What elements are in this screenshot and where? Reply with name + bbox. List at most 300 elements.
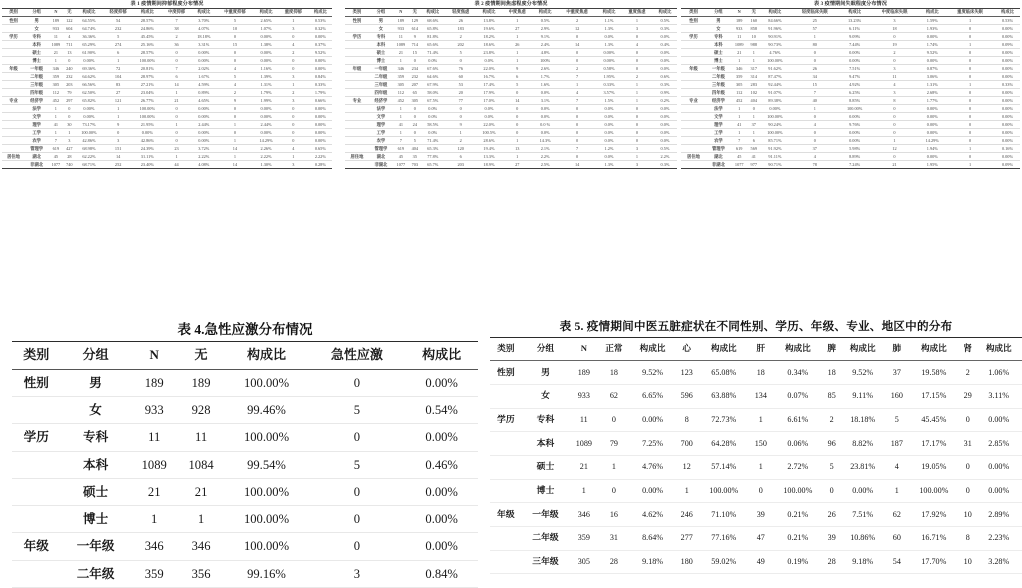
cell-value: 0 [945, 121, 995, 129]
th: 重度焦虑 [621, 9, 653, 17]
cell-value: 79 [598, 432, 629, 456]
cell-value: 2.72% [772, 455, 824, 479]
cell-group: 文学 [369, 113, 393, 121]
cell-value: 988 [748, 41, 760, 49]
cell-value: 427 [64, 145, 76, 153]
cell-value: 4 [870, 81, 920, 89]
cell-group: 非湖北 [25, 161, 48, 169]
cell-value: 5 [886, 408, 908, 432]
cell-value: 13.8% [477, 17, 502, 25]
cell-group: 湖北 [706, 153, 731, 161]
cell-value: 0.00% [309, 121, 332, 129]
table-row [681, 17, 1020, 25]
cell-value: 19.58% [908, 361, 960, 385]
cell-value: 1 [501, 49, 533, 57]
cell-value: 0.00% [254, 113, 278, 121]
th-kidney: 肾 [960, 338, 976, 361]
cell-group: 经济学 [25, 97, 48, 105]
cell-value: 100.00% [225, 506, 309, 533]
table-row [681, 153, 1020, 161]
cell-value: 0 [557, 129, 597, 137]
cell-value: 1 [393, 113, 409, 121]
cell-value: 0.00% [975, 408, 1022, 432]
cell-value: 0 [824, 479, 840, 503]
cell-value: 0.0% [597, 129, 621, 137]
cell-value: 0 [945, 33, 995, 41]
cell-value: 7 [161, 65, 192, 73]
cell-group: 三年级 [25, 81, 48, 89]
cell-value: 0 [216, 129, 255, 137]
cell-value: 23.81% [839, 455, 885, 479]
cell-value: 39 [824, 526, 840, 550]
cell-value: 14 [103, 153, 134, 161]
cell-value: 1 [64, 129, 76, 137]
cell-category [681, 161, 706, 169]
cell-value: 0.0% [477, 105, 502, 113]
table-row [2, 73, 332, 81]
cell-value: 240 [64, 65, 76, 73]
cell-value: 83 [103, 81, 134, 89]
cell-group: 硕士 [25, 49, 48, 57]
cell-value: 7 [393, 137, 409, 145]
cell-group: 一年级 [706, 65, 731, 73]
cell-value: 1.1% [597, 17, 621, 25]
cell-value: 189 [393, 17, 409, 25]
cell-group: 二年级 [706, 73, 731, 81]
cell-value: 0.07% [772, 385, 824, 409]
cell-value: 452 [48, 97, 63, 105]
cell-value: 21 [393, 49, 409, 57]
cell-value: 1 [569, 479, 598, 503]
cell-value: 81.8% [421, 33, 445, 41]
cell-value: 1 [161, 153, 192, 161]
cell-value: 7 [557, 97, 597, 105]
cell-value: 0 [445, 113, 477, 121]
cell-value: 9.18% [839, 550, 885, 574]
cell-value: 64.74% [75, 25, 103, 33]
cell-value: 24.39% [134, 145, 162, 153]
cell-value: 0.0% [533, 113, 557, 121]
table-1-body [2, 17, 332, 169]
th: 类别 [681, 9, 706, 17]
cell-value: 0 [278, 105, 309, 113]
cell-value: 0 [161, 105, 192, 113]
cell-value: 0 [945, 49, 995, 57]
table-row [2, 81, 332, 89]
cell-category [345, 81, 369, 89]
cell-group: 男 [25, 17, 48, 25]
cell-category [2, 113, 25, 121]
cell-value: 189 [731, 17, 748, 25]
table-2-head [345, 9, 677, 17]
cell-category [12, 397, 60, 424]
cell-value: 21 [178, 478, 225, 505]
cell-value: 0.5% [653, 17, 677, 25]
cell-category [681, 57, 706, 65]
cell-value: 100.00% [698, 479, 750, 503]
table-row [2, 129, 332, 137]
cell-value: 0 [945, 97, 995, 105]
cell-value: 9.1% [533, 33, 557, 41]
th: 无 [748, 9, 760, 17]
cell-value: 21 [870, 161, 920, 169]
cell-value: 1 [393, 105, 409, 113]
cell-value: 0.0% [653, 105, 677, 113]
cell-group: 管理学 [25, 145, 48, 153]
cell-value: 1 [48, 113, 63, 121]
cell-value: 6.65% [629, 385, 675, 409]
table-row [2, 161, 332, 169]
cell-value: 0 [870, 33, 920, 41]
table-row [2, 33, 332, 41]
cell-value: 0.00% [254, 105, 278, 113]
cell-value: 2.44% [254, 121, 278, 129]
cell-value: 0.00% [192, 137, 216, 145]
cell-value: 100.00% [760, 113, 790, 121]
cell-value: 1 [790, 33, 840, 41]
cell-value: 53 [445, 81, 477, 89]
cell-category [345, 49, 369, 57]
cell-value: 0.0 % [533, 121, 557, 129]
cell-value: 9.47% [840, 73, 870, 81]
cell-value: 7 [731, 137, 748, 145]
cell-value: 0.66% [309, 97, 332, 105]
cell-value: 305 [393, 81, 409, 89]
cell-value: 16.7% [477, 73, 502, 81]
cell-value: 41 [393, 121, 409, 129]
cell-value: 0 [621, 65, 653, 73]
cell-value: 0.19% [772, 550, 824, 574]
cell-value: 42.86% [75, 137, 103, 145]
cell-value: 0 [501, 105, 533, 113]
th-spleen: 脾 [824, 338, 840, 361]
cell-value: 2 [161, 33, 192, 41]
cell-value: 1077 [731, 161, 748, 169]
cell-value: 0 [161, 137, 192, 145]
table-row [345, 33, 677, 41]
cell-group: 一年级 [369, 65, 393, 73]
cell-value: 0.3% [653, 25, 677, 33]
cell-value: 76 [445, 65, 477, 73]
cell-value: 0.00% [995, 121, 1020, 129]
cell-value: 2.26% [254, 145, 278, 153]
cell-value: 9 [445, 121, 477, 129]
th: 构成比 [192, 9, 216, 17]
cell-value: 0 [790, 137, 840, 145]
cell-value: 5 [216, 73, 255, 81]
table-row [345, 73, 677, 81]
th-pct-acute: 构成比 [405, 342, 478, 370]
table-2-title: 表 2 疫情期间焦虑程度分布情况 [474, 1, 548, 7]
cell-group: 湖北 [369, 153, 393, 161]
table-row [681, 65, 1020, 73]
cell-value: 90.24% [760, 121, 790, 129]
cell-value: 17.17% [908, 432, 960, 456]
table-2 [345, 0, 677, 169]
cell-value: 9 [103, 121, 134, 129]
cell-value: 0 [409, 105, 421, 113]
cell-value: 0.00% [995, 89, 1020, 97]
cell-value: 61.90% [75, 49, 103, 57]
table-2-header-row [345, 9, 677, 17]
cell-value: 8.64% [629, 526, 675, 550]
cell-group: 硕士 [369, 49, 393, 57]
table-5-header-row [490, 338, 1022, 361]
cell-value: 0.0% [597, 137, 621, 145]
cell-value: 4 [278, 145, 309, 153]
cell-value: 104 [103, 73, 134, 81]
cell-group: 四年级 [25, 89, 48, 97]
cell-value: 14 [216, 161, 255, 169]
th-pct-normal: 构成比 [629, 338, 675, 361]
cell-value: 1 [278, 81, 309, 89]
cell-category [345, 137, 369, 145]
cell-value: 928 [178, 397, 225, 424]
cell-value: 1 [748, 49, 760, 57]
cell-value: 596 [676, 385, 698, 409]
cell-value: 123 [676, 361, 698, 385]
table-row [2, 97, 332, 105]
cell-value: 21 [731, 49, 748, 57]
cell-group: 女 [522, 385, 570, 409]
cell-value: 0.00% [405, 424, 478, 451]
cell-value: 4.76% [760, 49, 790, 57]
cell-value: 2 [557, 65, 597, 73]
cell-value: 305 [409, 97, 421, 105]
th: 构成比 [309, 9, 332, 17]
cell-value: 91.62% [760, 65, 790, 73]
cell-value: 65.82% [75, 97, 103, 105]
cell-value: 314 [748, 73, 760, 81]
cell-value: 0.00% [919, 129, 945, 137]
cell-value: 933 [569, 385, 598, 409]
cell-group: 非湖北 [369, 161, 393, 169]
cell-value: 1 [103, 57, 134, 65]
cell-value: 0 [409, 57, 421, 65]
table-row [681, 49, 1020, 57]
cell-group: 博士 [706, 57, 731, 65]
cell-value: 1 [103, 113, 134, 121]
cell-value: 0 [278, 113, 309, 121]
cell-value: 2.4% [533, 41, 557, 49]
cell-value: 1089 [569, 432, 598, 456]
cell-value: 45 [393, 153, 409, 161]
cell-value: 203 [64, 81, 76, 89]
cell-value: 100.00% [772, 479, 824, 503]
th-category: 类别 [12, 342, 60, 370]
table-5-title: 表 5. 疫情期间中医五脏症状在不同性别、学历、年级、专业、地区中的分布 [559, 320, 953, 333]
cell-value: 19 [870, 41, 920, 49]
cell-value: 0 [748, 105, 760, 113]
cell-value: 3 [870, 89, 920, 97]
cell-value: 1 [750, 455, 772, 479]
cell-category: 居住地 [2, 153, 25, 161]
cell-value: 5 [409, 137, 421, 145]
cell-value: 1.93% [919, 25, 945, 33]
cell-value: 91.11% [760, 153, 790, 161]
cell-value: 1 [501, 33, 533, 41]
cell-value: 0.53% [309, 17, 332, 25]
table-row [490, 503, 1022, 527]
cell-value: 71.10% [698, 503, 750, 527]
cell-value: 1 [501, 17, 533, 25]
th: 中度焦虑 [501, 9, 533, 17]
table-row [2, 17, 332, 25]
cell-value: 85 [824, 385, 840, 409]
table-row [490, 455, 1022, 479]
cell-category [681, 73, 706, 81]
cell-value: 28.6% [477, 137, 502, 145]
cell-value: 65 [409, 89, 421, 97]
cell-value: 100.00% [840, 105, 870, 113]
cell-value: 0.4% [653, 41, 677, 49]
cell-value: 17.15% [908, 385, 960, 409]
table-row [490, 432, 1022, 456]
cell-value: 0 [870, 153, 920, 161]
cell-value: 274 [103, 41, 134, 49]
cell-value: 1089 [393, 41, 409, 49]
cell-group: 农学 [25, 137, 48, 145]
cell-value: 0.0% [653, 121, 677, 129]
th: 构成比 [134, 9, 162, 17]
cell-value: 0.00% [254, 49, 278, 57]
table-row [12, 533, 478, 560]
cell-value: 1.5% [597, 97, 621, 105]
cell-value: 31 [598, 526, 629, 550]
cell-value: 1 [731, 113, 748, 121]
cell-value: 0.00% [405, 533, 478, 560]
cell-value: 60 [445, 73, 477, 81]
table-row [2, 137, 332, 145]
cell-category: 学历 [345, 33, 369, 41]
cell-value: 0 [278, 65, 309, 73]
cell-value: 346 [731, 65, 748, 73]
cell-value: 0 [621, 105, 653, 113]
table-row [345, 105, 677, 113]
table-1-title: 表 1 疫情期间抑郁程度分布情况 [130, 1, 204, 7]
cell-value: 0.3% [653, 81, 677, 89]
cell-value: 24.86% [134, 25, 162, 33]
cell-value: 0.0% [653, 113, 677, 121]
cell-value: 1 [278, 17, 309, 25]
cell-group: 女 [25, 25, 48, 33]
cell-value: 0.53% [995, 17, 1020, 25]
cell-value: 9 [216, 97, 255, 105]
cell-category: 居住地 [345, 153, 369, 161]
cell-value: 0 [216, 33, 255, 41]
table-4-head [12, 342, 478, 370]
cell-value: 1.74% [919, 41, 945, 49]
th-lung: 肺 [886, 338, 908, 361]
cell-value: 0 [557, 113, 597, 121]
cell-value: 100% [533, 57, 557, 65]
cell-value: 45 [48, 153, 63, 161]
th: 重度临床失眠 [945, 9, 995, 17]
cell-category [681, 89, 706, 97]
cell-value: 11 [569, 408, 598, 432]
cell-value: 9.09% [840, 33, 870, 41]
cell-category [2, 41, 25, 49]
cell-value: 39 [750, 503, 772, 527]
cell-group: 三年级 [706, 81, 731, 89]
cell-value: 68.98% [75, 145, 103, 153]
cell-value: 1 [945, 145, 995, 153]
cell-value: 0 [790, 49, 840, 57]
table-row [681, 89, 1020, 97]
cell-value: 0 [945, 57, 995, 65]
cell-value: 0 [161, 49, 192, 57]
cell-value: 41 [731, 121, 748, 129]
cell-value: 1 [216, 137, 255, 145]
cell-value: 0 [790, 113, 840, 121]
cell-value: 305 [731, 81, 748, 89]
cell-value: 0 [945, 137, 995, 145]
cell-value: 232 [103, 25, 134, 33]
cell-value: 100.00% [225, 424, 309, 451]
cell-value: 9.52% [629, 361, 675, 385]
cell-value: 90.73% [760, 41, 790, 49]
cell-value: 1 [945, 41, 995, 49]
cell-category [12, 478, 60, 505]
cell-value: 5 [309, 451, 406, 478]
cell-value: 4 [216, 81, 255, 89]
cell-value: 14 [557, 41, 597, 49]
cell-value: 54 [886, 550, 908, 574]
cell-value: 1 [501, 57, 533, 65]
table-1-container [2, 0, 332, 169]
cell-value: 42.86% [134, 137, 162, 145]
cell-value: 77.16% [698, 526, 750, 550]
cell-value: 72 [103, 65, 134, 73]
cell-value: 4 [790, 153, 840, 161]
cell-value: 18 [870, 25, 920, 33]
cell-value: 1.3% [597, 161, 621, 169]
cell-value: 0.00% [309, 113, 332, 121]
cell-value: 49 [750, 550, 772, 574]
cell-value: 0 [161, 57, 192, 65]
cell-value: 121 [103, 97, 134, 105]
cell-value: 15 [790, 81, 840, 89]
cell-value: 5 [216, 17, 255, 25]
cell-value: 14 [216, 145, 255, 153]
cell-value: 8 [960, 526, 976, 550]
cell-category [681, 145, 706, 153]
cell-value: 0 [790, 129, 840, 137]
cell-value: 5 [824, 455, 840, 479]
cell-value: 0.00% [919, 105, 945, 113]
cell-value: 0.09% [995, 41, 1020, 49]
cell-value: 89.38% [760, 97, 790, 105]
th: 构成比 [421, 9, 445, 17]
cell-category [345, 25, 369, 33]
cell-value: 703 [409, 161, 421, 169]
cell-group: 女 [60, 397, 130, 424]
cell-category: 年级 [2, 65, 25, 73]
cell-value: 0.89% [192, 89, 216, 97]
cell-value: 14.29% [919, 137, 945, 145]
cell-category: 学历 [490, 408, 522, 432]
cell-value: 21.95% [134, 121, 162, 129]
th: 构成比 [254, 9, 278, 17]
cell-value: 2.02% [192, 65, 216, 73]
table-row [2, 113, 332, 121]
cell-value: 2.6% [533, 65, 557, 73]
cell-category [345, 145, 369, 153]
cell-value: 0 [870, 129, 920, 137]
cell-value: 100.00% [134, 113, 162, 121]
cell-value: 2 [445, 137, 477, 145]
cell-value: 1 [621, 89, 653, 97]
